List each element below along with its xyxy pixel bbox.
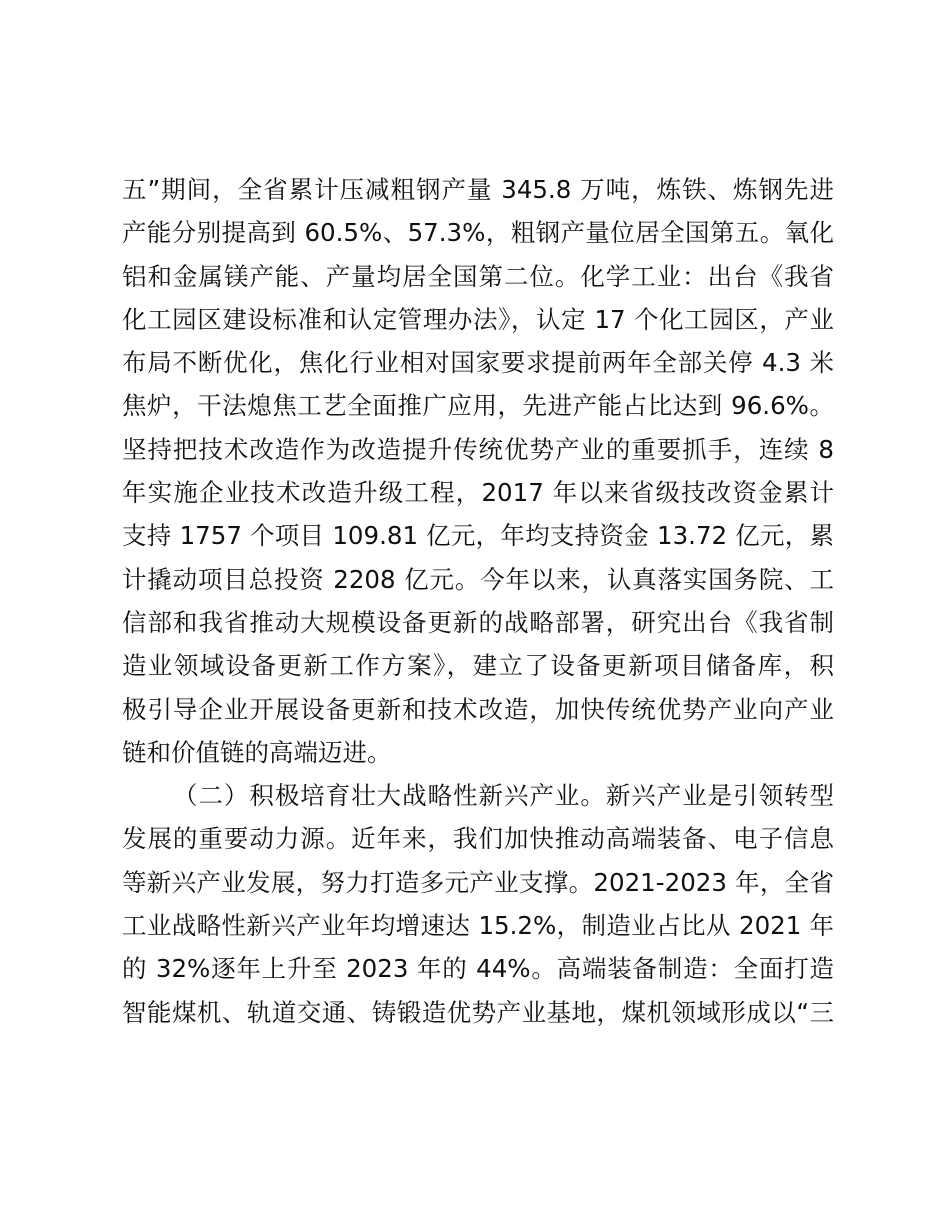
- text-line: 支持 1757 个项目 109.81 亿元，年均支持资金 13.72 亿元，累: [122, 521, 834, 551]
- text-line: 工业战略性新兴产业年均增速达 15.2%，制造业占比从 2021 年: [122, 911, 834, 941]
- text-line: 等新兴产业发展，努力打造多元产业支撑。2021-2023 年，全省: [122, 867, 834, 897]
- text-line: 坚持把技术改造作为改造提升传统优势产业的重要抓手，连续 8: [122, 434, 834, 464]
- text-line: 铝和金属镁产能、产量均居全国第二位。化学工业：出台《我省: [122, 261, 834, 291]
- document-body: [122, 168, 834, 1034]
- text-line: 发展的重要动力源。近年来，我们加快推动高端装备、电子信息: [122, 824, 834, 854]
- section-heading-line: （二）积极培育壮大战略性新兴产业。新兴产业是引领转型: [173, 781, 834, 811]
- text-line: 五”期间，全省累计压减粗钢产量 345.8 万吨，炼铁、炼钢先进: [122, 175, 834, 204]
- text-line: 信部和我省推动大规模设备更新的战略部署，研究出台《我省制: [122, 607, 834, 637]
- text-line: 产能分别提高到 60.5%、57.3%，粗钢产量位居全国第五。氧化: [122, 218, 834, 248]
- text-line: 智能煤机、轨道交通、铸锻造优势产业基地，煤机领域形成以“三: [122, 997, 834, 1027]
- text-line: 布局不断优化，焦化行业相对国家要求提前两年全部关停 4.3 米: [122, 348, 834, 378]
- text-line: 年实施企业技术改造升级工程，2017 年以来省级技改资金累计: [122, 478, 834, 508]
- text-line: 造业领域设备更新工作方案》，建立了设备更新项目储备库，积: [122, 651, 834, 681]
- text-line: 的 32%逐年上升至 2023 年的 44%。高端装备制造：全面打造: [122, 954, 834, 984]
- text-line: 焦炉，干法熄焦工艺全面推广应用，先进产能占比达到 96.6%。: [122, 391, 834, 421]
- paragraph-end-line: 链和价值链的高端迈进。: [122, 737, 392, 767]
- text-line: 极引导企业开展设备更新和技术改造，加快传统优势产业向产业: [122, 694, 834, 724]
- text-line: 化工园区建设标准和认定管理办法》，认定 17 个化工园区，产业: [122, 304, 834, 334]
- text-line: 计撬动项目总投资 2208 亿元。今年以来，认真落实国务院、工: [122, 564, 834, 594]
